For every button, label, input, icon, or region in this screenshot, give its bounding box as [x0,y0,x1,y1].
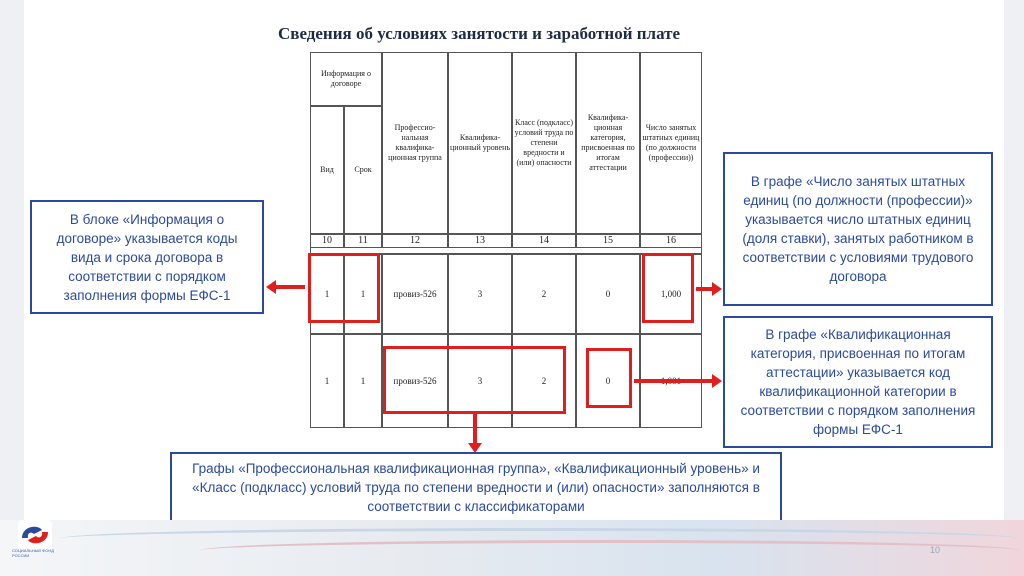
page-number: 10 [930,545,941,555]
highlight-contract-info [308,253,380,323]
arrow-head-right [712,282,722,296]
header-contract-group: Информация о договоре [310,52,382,106]
cell-work-class: 2 [512,334,576,428]
header-prof-group: Профессио-нальная квалифика-ционная группа [382,52,448,234]
column-number: 16 [640,234,702,248]
arrow-head-left [266,280,276,294]
header-type: Вид [310,106,344,234]
header-qual-category: Квалифика-ционная категория, присвоенная по итогам аттестации [576,52,640,234]
column-number: 10 [310,234,344,248]
header-term: Срок [344,106,382,234]
highlight-classifier-columns [383,346,566,414]
arrow-to-right-bottom-callout [634,379,712,383]
column-number: 12 [382,234,448,248]
footer-wave [200,540,1020,561]
slide-title: Сведения об условиях занятости и заработной плате [278,24,681,43]
background-right [1004,0,1024,576]
arrow-head-right [712,374,722,388]
background-left [0,0,24,576]
column-number: 15 [576,234,640,248]
cell-type: 1 [310,334,344,428]
cell-term: 1 [344,334,382,428]
cell-qual-category: 0 [576,334,640,428]
column-number: 13 [448,234,512,248]
cell-qual-level: 3 [448,334,512,428]
column-number: 11 [344,234,382,248]
column-number: 14 [512,234,576,248]
header-work-class: Класс (подкласс) условий труда по степени вредности и (или) опасности [512,52,576,234]
callout-staff-units: В графе «Число занятых штатных единиц (по должности (профессии)» указывается число штатных единиц (доля ставки), занятых работником в соответствии с условиями трудового договора [723,152,993,306]
logo-caption: СОЦИАЛЬНЫЙ ФОНД РОССИИ [12,548,54,558]
cell-prof-group: провиз-526 [382,254,448,334]
cell-staff-units: 1,000 [640,254,702,334]
arrow-to-left-callout [275,285,305,289]
cell-qual-level: 3 [448,254,512,334]
cell-qual-category: 0 [576,254,640,334]
cell-prof-group: провиз-526 [382,334,448,428]
cell-type: 1 [310,254,344,334]
callout-contract-info: В блоке «Информация о договоре» указывается коды вида и срока договора в соответствии с порядком заполнения формы ЕФС-1 [30,200,264,314]
arrow-to-bottom-callout [473,414,477,444]
arrow-to-right-top-callout [696,287,712,291]
callout-qual-category: В графе «Квалификационная категория, присвоенная по итогам аттестации» указывается код квалификационной категории в соответствии с порядком заполнения формы ЕФС-1 [723,316,993,448]
cell-work-class: 2 [512,254,576,334]
callout-classifiers: Графы «Профессиональная квалификационная группа», «Квалификационный уровень» и «Класс (подкласс) условий труда по степени вредности и (или) опасности» заполняются в соответствии с классификаторами [170,452,782,522]
cell-term: 1 [344,254,382,334]
header-staff-units: Число занятых штатных единиц (по должности (профессии)) [640,52,702,234]
highlight-qual-category [586,348,632,408]
highlight-staff-units [642,253,694,323]
header-qual-level: Квалифика-ционный уровень [448,52,512,234]
